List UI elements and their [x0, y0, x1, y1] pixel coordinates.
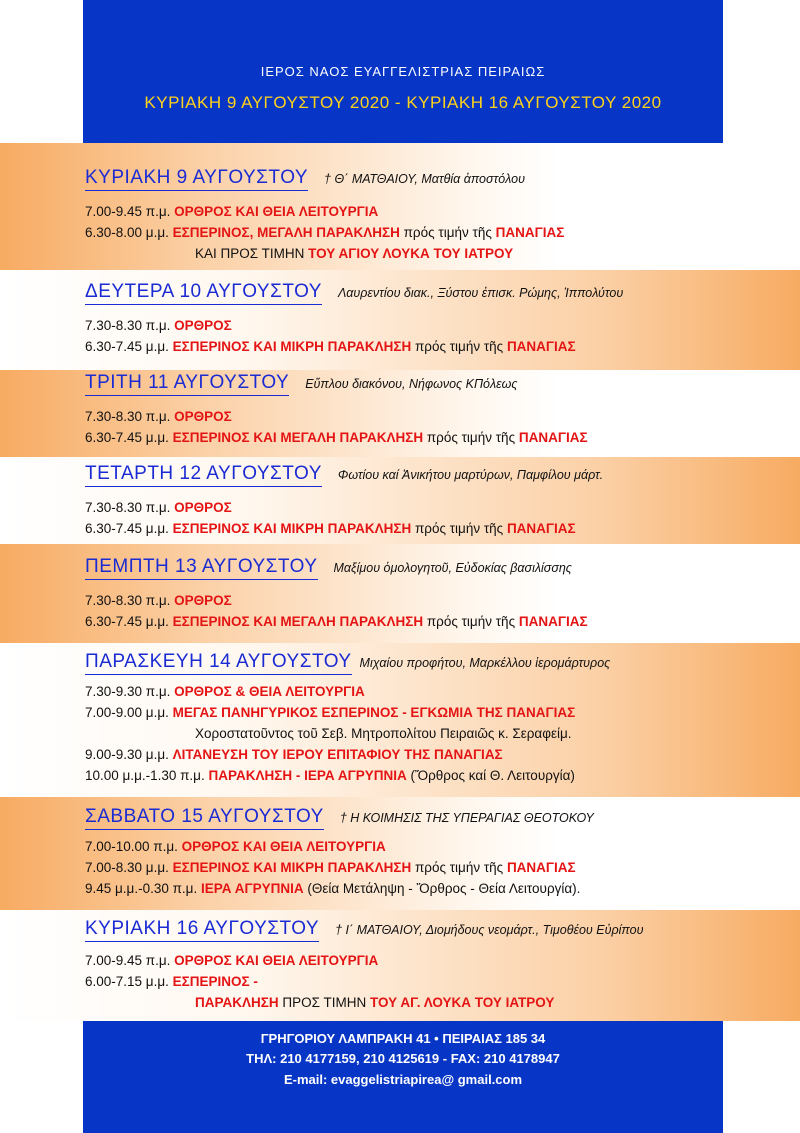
day-monday-10	[85, 281, 785, 357]
day-title[interactable]: ΔΕΥΤΕΡΑ 10 ΑΥΓΟΥΣΤΟΥ	[85, 281, 322, 305]
service-row: ΚΑΙ ΠΡΟΣ ΤΙΜΗΝ ΤΟΥ ΑΓΙΟΥ ΛΟΥΚΑ ΤΟΥ ΙΑΤΡΟΥ	[195, 246, 514, 261]
day-title[interactable]: ΚΥΡΙΑΚΗ 9 ΑΥΓΟΥΣΤΟΥ	[85, 167, 308, 191]
footer-email[interactable]: E-mail: evaggelistriapirea@ gmail.com	[283, 1072, 523, 1087]
service-row: 7.00-9.00 μ.μ. ΜΕΓΑΣ ΠΑΝΗΓΥΡΙΚΟΣ ΕΣΠΕΡΙΝΟΣ - ΕΓΚΩΜΙΑ ΤΗΣ ΠΑΝΑΓΙΑΣ	[85, 705, 576, 720]
footer-address: ΓΡΗΓΟΡΙΟΥ ΛΑΜΠΡΑΚΗ 41 • ΠΕΙΡΑΙΑΣ 185 34	[260, 1031, 546, 1046]
day-thursday-13	[85, 556, 785, 632]
service-row: 6.30-8.00 μ.μ. ΕΣΠΕΡΙΝΟΣ, ΜΕΓΑΛΗ ΠΑΡΑΚΛΗΣΗ πρός τιμήν τῆς ΠΑΝΑΓΙΑΣ	[85, 225, 565, 240]
day-sunday-16	[85, 918, 785, 1013]
day-friday-14	[85, 651, 785, 786]
day-saint: Μιχαίου προφήτου, Μαρκέλλου ἱερομάρτυρος	[359, 656, 611, 670]
service-row: 7.00-10.00 π.μ. ΟΡΘΡΟΣ ΚΑΙ ΘΕΙΑ ΛΕΙΤΟΥΡΓΙΑ	[85, 839, 386, 854]
service-row: 10.00 μ.μ.-1.30 π.μ. ΠΑΡΑΚΛΗΣΗ - ΙΕΡΑ ΑΓΡΥΠΝΙΑ (Ὄρθρος καί Θ. Λειτουργία)	[85, 768, 575, 783]
week-dates: ΚΥΡΙΑΚΗ 9 ΑΥΓΟΥΣΤΟΥ 2020 - ΚΥΡΙΑΚΗ 16 ΑΥΓΟΥΣΤΟΥ 2020	[144, 93, 662, 112]
day-tuesday-11	[85, 372, 785, 448]
day-saint: † Η ΚΟΙΜΗΣΙΣ ΤΗΣ ΥΠΕΡΑΓΙΑΣ ΘΕΟΤΟΚΟΥ	[339, 811, 594, 825]
service-row: 7.30-8.30 π.μ. ΟΡΘΡΟΣ	[85, 500, 232, 515]
service-row: 6.30-7.45 μ.μ. ΕΣΠΕΡΙΝΟΣ ΚΑΙ ΜΕΓΑΛΗ ΠΑΡΑΚΛΗΣΗ πρός τιμήν τῆς ΠΑΝΑΓΙΑΣ	[85, 614, 588, 629]
footer-panel	[83, 1021, 723, 1133]
day-title[interactable]: ΣΑΒΒΑΤΟ 15 ΑΥΓΟΥΣΤΟΥ	[85, 806, 324, 830]
header-panel	[83, 0, 723, 143]
service-row: 9.00-9.30 μ.μ. ΛΙΤΑΝΕΥΣΗ ΤΟΥ ΙΕΡΟΥ ΕΠΙΤΑΦΙΟΥ ΤΗΣ ΠΑΝΑΓΙΑΣ	[85, 747, 503, 762]
service-row: 7.30-8.30 π.μ. ΟΡΘΡΟΣ	[85, 409, 232, 424]
day-title[interactable]: ΚΥΡΙΑΚΗ 16 ΑΥΓΟΥΣΤΟΥ	[85, 918, 319, 942]
service-row: 9.45 μ.μ.-0.30 π.μ. ΙΕΡΑ ΑΓΡΥΠΝΙΑ (Θεία Μετάληψη - Ὄρθρος - Θεία Λειτουργία).	[85, 881, 581, 896]
footer-phones: ΤΗΛ: 210 4177159, 210 4125619 - FAX: 210 4178947	[246, 1051, 560, 1066]
church-title: ΙΕΡΟΣ ΝΑΟΣ ΕΥΑΓΓΕΛΙΣΤΡΙΑΣ ΠΕΙΡΑΙΩΣ	[260, 64, 546, 79]
day-saint: Μαξίμου ὁμολογητοῦ, Εὐδοκίας βασιλίσσης	[333, 561, 572, 575]
service-row: 6.30-7.45 μ.μ. ΕΣΠΕΡΙΝΟΣ ΚΑΙ ΜΙΚΡΗ ΠΑΡΑΚΛΗΣΗ πρός τιμήν τῆς ΠΑΝΑΓΙΑΣ	[85, 339, 576, 354]
day-saint: Φωτίου καί Ἀνικήτου μαρτύρων, Παμφίλου μάρτ.	[337, 468, 604, 482]
service-row: 7.00-9.45 π.μ. ΟΡΘΡΟΣ ΚΑΙ ΘΕΙΑ ΛΕΙΤΟΥΡΓΙΑ	[85, 953, 379, 968]
day-sunday-9	[85, 167, 785, 264]
day-saturday-15	[85, 806, 785, 899]
service-row: 7.30-8.30 π.μ. ΟΡΘΡΟΣ	[85, 593, 232, 608]
day-title[interactable]: ΠΕΜΠΤΗ 13 ΑΥΓΟΥΣΤΟΥ	[85, 556, 318, 580]
day-saint: † Θ΄ ΜΑΤΘΑΙΟΥ, Ματθία ἀποστόλου	[324, 172, 525, 186]
service-row: 7.00-9.45 π.μ. ΟΡΘΡΟΣ ΚΑΙ ΘΕΙΑ ΛΕΙΤΟΥΡΓΙΑ	[85, 204, 379, 219]
service-row: 7.30-9.30 π.μ. ΟΡΘΡΟΣ & ΘΕΙΑ ΛΕΙΤΟΥΡΓΙΑ	[85, 684, 365, 699]
day-title[interactable]: ΠΑΡΑΣΚΕΥΗ 14 ΑΥΓΟΥΣΤΟΥ	[85, 651, 352, 675]
service-row: 6.30-7.45 μ.μ. ΕΣΠΕΡΙΝΟΣ ΚΑΙ ΜΙΚΡΗ ΠΑΡΑΚΛΗΣΗ πρός τιμήν τῆς ΠΑΝΑΓΙΑΣ	[85, 521, 576, 536]
service-row: ΠΑΡΑΚΛΗΣΗ ΠΡΟΣ ΤΙΜΗΝ ΤΟΥ ΑΓ. ΛΟΥΚΑ ΤΟΥ ΙΑΤΡΟΥ	[195, 995, 555, 1010]
day-title[interactable]: ΤΕΤΑΡΤΗ 12 ΑΥΓΟΥΣΤΟΥ	[85, 463, 322, 487]
day-saint: Λαυρεντίου διακ., Ξύστου ἐπισκ. Ρώμης, Ἱππολύτου	[337, 286, 624, 300]
service-row: 7.00-8.30 μ.μ. ΕΣΠΕΡΙΝΟΣ ΚΑΙ ΜΙΚΡΗ ΠΑΡΑΚΛΗΣΗ πρός τιμήν τῆς ΠΑΝΑΓΙΑΣ	[85, 860, 576, 875]
service-row: Χοροστατοῦντος τοῦ Σεβ. Μητροπολίτου Πειραιῶς κ. Σεραφείμ.	[195, 726, 572, 741]
day-title[interactable]: ΤΡΙΤΗ 11 ΑΥΓΟΥΣΤΟΥ	[85, 372, 289, 396]
service-row: 6.00-7.15 μ.μ. ΕΣΠΕΡΙΝΟΣ -	[85, 974, 258, 989]
day-saint: † Ι΄ ΜΑΤΘΑΙΟΥ, Διομήδους νεομάρτ., Τιμοθέου Εὐρίπου	[335, 923, 644, 937]
service-row: 7.30-8.30 π.μ. ΟΡΘΡΟΣ	[85, 318, 232, 333]
day-wednesday-12	[85, 463, 785, 539]
service-row: 6.30-7.45 μ.μ. ΕΣΠΕΡΙΝΟΣ ΚΑΙ ΜΕΓΑΛΗ ΠΑΡΑΚΛΗΣΗ πρός τιμήν τῆς ΠΑΝΑΓΙΑΣ	[85, 430, 588, 445]
day-saint: Εὔπλου διακόνου, Νήφωνος ΚΠόλεως	[305, 377, 518, 391]
